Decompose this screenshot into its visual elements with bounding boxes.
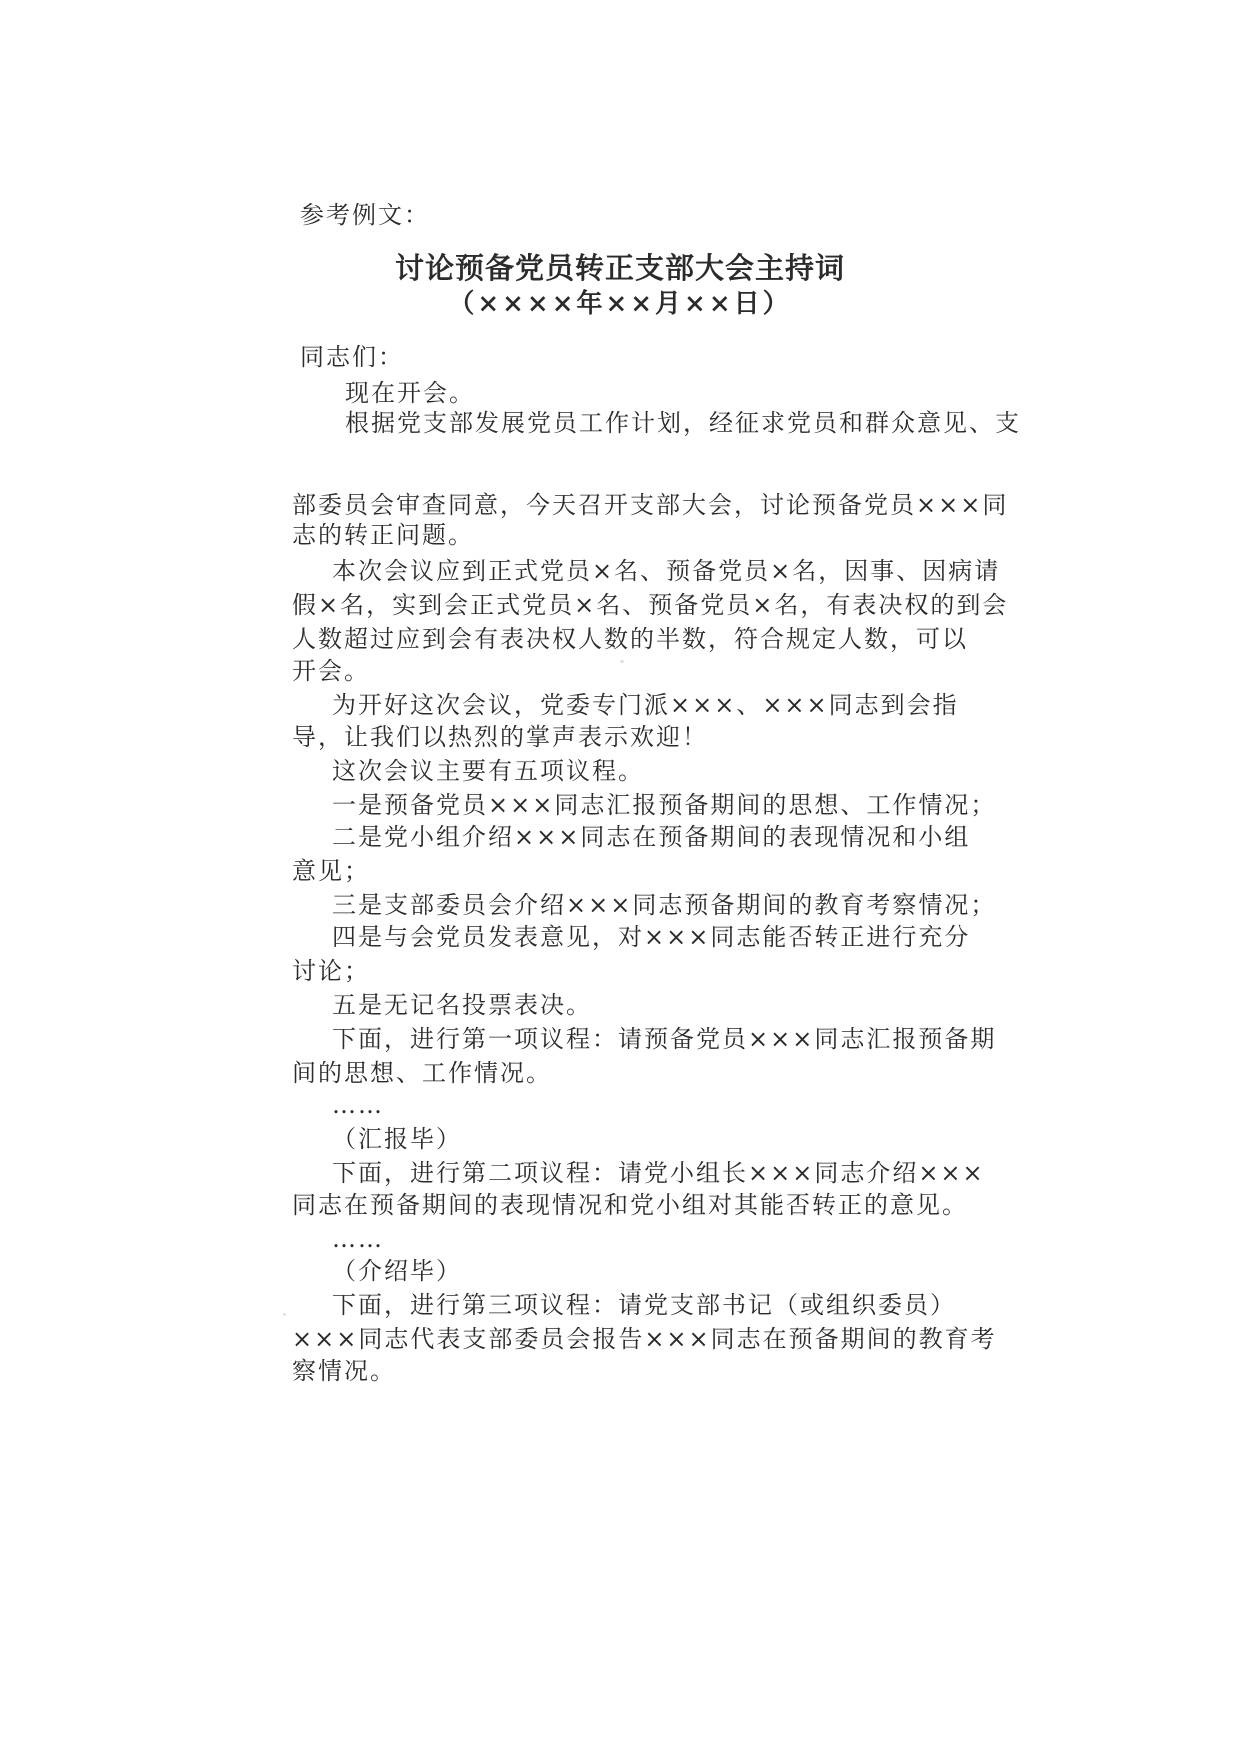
paragraph-line: 假×名，实到会正式党员×名、预备党员×名，有表决权的到会 (292, 591, 1009, 619)
paragraph-line: 这次会议主要有五项议程。 (332, 757, 644, 785)
agenda-item-3: 三是支部委员会介绍×××同志预备期间的教育考察情况； (332, 891, 997, 919)
reference-label: 参考例文： (300, 201, 430, 229)
document-title: 讨论预备党员转正支部大会主持词 (394, 251, 845, 285)
paragraph-line: 人数超过应到会有表决权人数的半数，符合规定人数，可以 (292, 625, 968, 653)
paragraph-line: 察情况。 (292, 1357, 396, 1385)
paragraph-line: 开会。 (292, 657, 370, 685)
agenda-item-5: 五是无记名投票表决。 (332, 991, 592, 1019)
greeting: 同志们： (300, 343, 404, 371)
paragraph-line: 同志在预备期间的表现情况和党小组对其能否转正的意见。 (292, 1191, 968, 1219)
paragraph-line: 下面，进行第一项议程：请预备党员×××同志汇报预备期 (332, 1025, 997, 1053)
scan-speck (283, 1313, 286, 1316)
paragraph-line: 志的转正问题。 (292, 521, 474, 549)
paragraph-line: 讨论； (292, 957, 370, 985)
paragraph-line: 导，让我们以热烈的掌声表示欢迎！ (292, 723, 708, 751)
ellipsis: …… (332, 1225, 384, 1253)
agenda-item-1: 一是预备党员×××同志汇报预备期间的思想、工作情况； (332, 791, 997, 819)
paragraph-line: 间的思想、工作情况。 (292, 1059, 552, 1087)
paragraph-line: 意见； (292, 857, 370, 885)
scan-speck (620, 660, 624, 663)
ellipsis: …… (332, 1091, 384, 1119)
paragraph-line: 下面，进行第二项议程：请党小组长×××同志介绍××× (332, 1159, 985, 1187)
paragraph-line: 现在开会。 (345, 379, 475, 407)
agenda-item-2: 二是党小组介绍×××同志在预备期间的表现情况和小组 (332, 823, 971, 851)
paragraph-line: 部委员会审查同意，今天召开支部大会，讨论预备党员×××同 (292, 491, 1009, 519)
document-date: （××××年××月××日） (448, 289, 792, 319)
paragraph-line: 本次会议应到正式党员×名、预备党员×名，因事、因病请 (332, 557, 1001, 585)
agenda-item-4: 四是与会党员发表意见，对×××同志能否转正进行充分 (332, 923, 971, 951)
stage-note: （介绍毕） (332, 1257, 462, 1285)
paragraph-line: ×××同志代表支部委员会报告×××同志在预备期间的教育考 (292, 1325, 997, 1353)
paragraph-line: 下面，进行第三项议程：请党支部书记（或组织委员） (332, 1291, 956, 1319)
stage-note: （汇报毕） (332, 1125, 462, 1153)
paragraph-line: 为开好这次会议，党委专门派×××、×××同志到会指 (332, 691, 959, 719)
paragraph-line: 根据党支部发展党员工作计划，经征求党员和群众意见、支 (345, 409, 1021, 437)
